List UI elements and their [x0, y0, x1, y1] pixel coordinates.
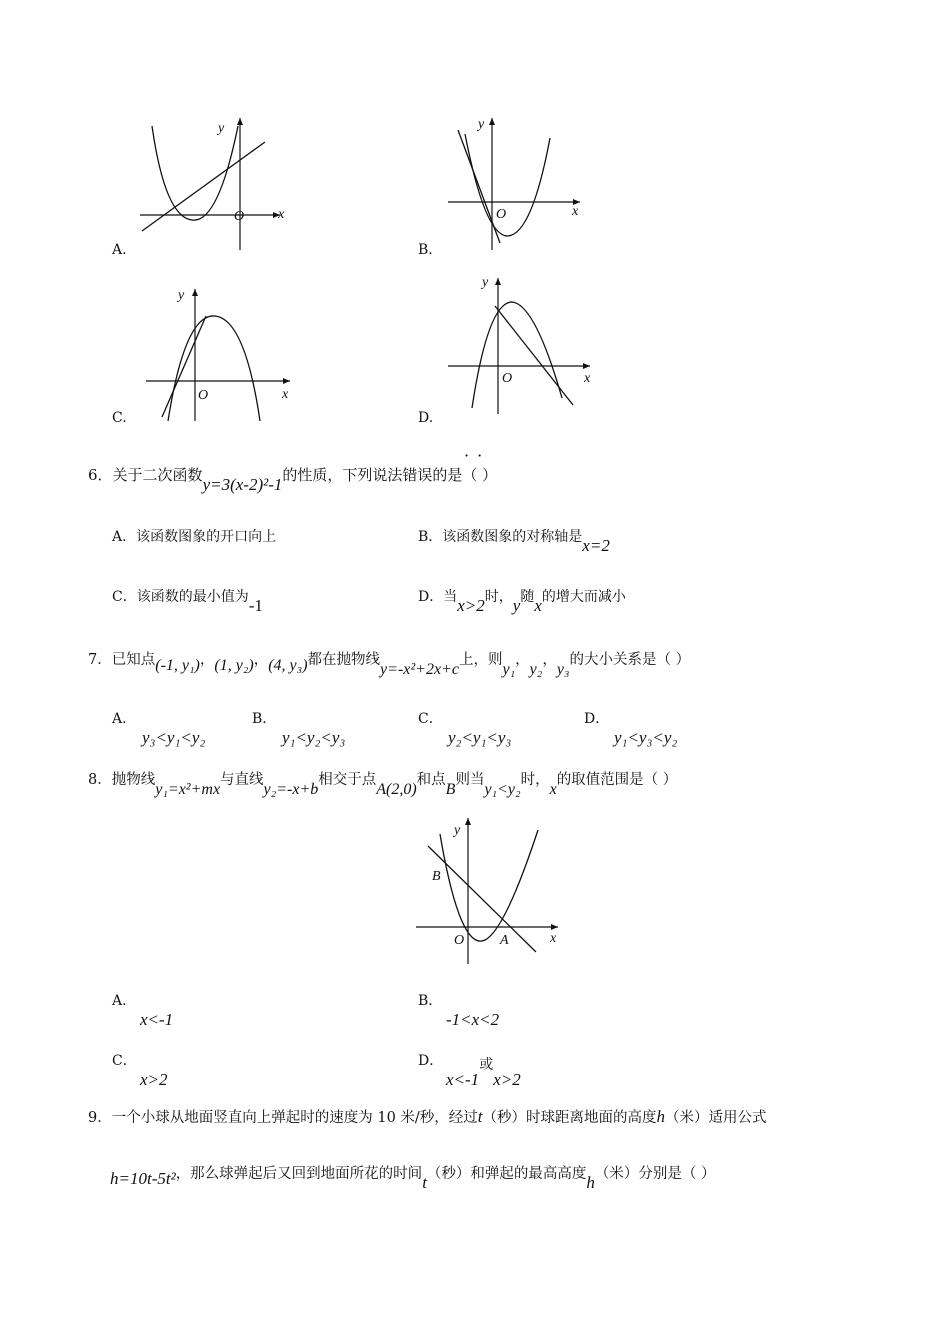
question-number: 8． [88, 772, 112, 788]
x-axis-label: x [278, 207, 285, 222]
graph-question-8 [410, 812, 570, 972]
point: (1, y₂) [214, 657, 254, 674]
option-math: x>2 [140, 1070, 168, 1089]
point: (4, y₃) [268, 657, 308, 674]
point: (-1, y₁) [155, 657, 200, 674]
point: A(2,0) [376, 781, 417, 798]
option-text: 当 [443, 589, 458, 605]
variable: y₃ [556, 661, 570, 678]
origin-label: O [454, 933, 465, 948]
option-label: B． [252, 711, 277, 727]
origin-label: O [496, 207, 507, 222]
option-math: y [512, 596, 521, 615]
question-7-stem [88, 648, 691, 678]
option-label: C． [418, 711, 443, 727]
formula: y₂=-x+b [263, 781, 319, 798]
variable: h [656, 1107, 666, 1126]
option-label: C． [112, 589, 137, 605]
option-text: 时， [484, 589, 513, 605]
option-label: B． [418, 529, 443, 545]
option-math: y₃<y₁<y₂ [142, 728, 206, 747]
formula: y₁=x²+mx [155, 781, 221, 798]
option-b-label: B. [418, 242, 433, 258]
variable: y₁ [502, 661, 516, 678]
question-text: 一个小球从地面竖直向上弹起时的速度为 10 米/秒，经过 [111, 1110, 478, 1126]
option-math: x<-1 [140, 1010, 174, 1029]
question-text: （米）分别是（ ） [594, 1166, 716, 1182]
question-text: （米）适用公式 [665, 1110, 767, 1126]
y-axis-label: y [178, 288, 185, 303]
graph-option-a [130, 112, 290, 252]
option-a-label: A. [112, 242, 127, 258]
option-d-label: D. [418, 410, 434, 426]
graph-option-b [440, 112, 590, 252]
q8-option-c[interactable] [112, 1050, 168, 1090]
q7-option-a[interactable] [112, 708, 205, 748]
q7-option-b[interactable] [252, 708, 345, 748]
question-8-stem [88, 768, 678, 798]
option-math: x [534, 596, 542, 615]
option-label: A． [112, 529, 137, 545]
origin-label: O [502, 371, 513, 386]
separator: ， [253, 652, 269, 668]
option-math: x<-1 [446, 1070, 480, 1089]
x-axis-label: x [282, 387, 289, 402]
question-text: 的取值范围是（ ） [556, 772, 678, 788]
option-text: 随 [520, 589, 535, 605]
variable: y₂ [529, 661, 543, 678]
formula: y=-x²+2x+c [380, 661, 459, 678]
question-text: ，那么球弹起后又回到地面所花的时间 [175, 1166, 423, 1182]
option-math: -1<x<2 [446, 1010, 500, 1029]
point: B [445, 781, 456, 798]
q6-option-b[interactable] [418, 526, 610, 555]
origin-label: O [234, 209, 245, 224]
option-label: D． [418, 1053, 444, 1069]
option-text: 该函数的最小值为 [136, 589, 249, 605]
formula: y=3(x-2)²-1 [202, 475, 283, 494]
x-axis-label: x [584, 371, 591, 386]
option-label: B． [418, 993, 443, 1009]
q8-option-d[interactable] [418, 1050, 521, 1090]
point-a-label: A [500, 933, 509, 948]
question-number: 6． [88, 466, 113, 484]
option-math: -1 [248, 596, 263, 615]
question-text: 已知点 [111, 652, 156, 668]
question-9-line-1 [88, 1106, 767, 1127]
option-math: x>2 [457, 596, 485, 615]
q7-option-c[interactable] [418, 708, 511, 748]
question-text: （秒）和弹起的最高高度 [426, 1166, 587, 1182]
question-number: 9． [88, 1110, 112, 1126]
question-text: 关于二次函数 [112, 466, 203, 484]
emphasis-dots: ·· [464, 446, 491, 465]
separator: ， [199, 652, 215, 668]
option-math: y₂<y₁<y₃ [448, 728, 512, 747]
question-text: 上，则 [458, 652, 503, 668]
y-axis-label: y [218, 121, 225, 136]
y-axis-label: y [478, 117, 485, 132]
question-9-line-2 [110, 1162, 716, 1192]
q7-option-d[interactable] [584, 708, 677, 748]
option-text: 该函数图象的对称轴是 [442, 529, 583, 545]
graph-option-d [440, 272, 600, 417]
x-axis-label: x [550, 931, 557, 946]
formula: h=10t-5t² [110, 1169, 176, 1188]
option-label: D． [418, 589, 444, 605]
question-text: 的大小关系是（ ） [569, 652, 691, 668]
question-text: （秒）时球距离地面的高度 [482, 1110, 657, 1126]
question-text: 的性质，下列说法错误的是（ ） [282, 466, 498, 484]
question-6-stem [88, 464, 498, 494]
q6-option-c[interactable] [112, 586, 263, 615]
option-text: 的增大而减小 [541, 589, 626, 605]
condition: y₁<y₂ [484, 781, 521, 798]
question-text: 相交于点 [318, 772, 377, 788]
option-c-label: C. [112, 410, 127, 426]
option-math: x=2 [582, 536, 610, 555]
question-text: 时， [520, 772, 550, 788]
origin-label: O [198, 388, 209, 403]
q6-option-a[interactable] [112, 526, 276, 546]
q8-option-a[interactable] [112, 990, 173, 1030]
question-text: 和点 [416, 772, 446, 788]
x-axis-label: x [572, 204, 579, 219]
q8-option-b[interactable] [418, 990, 499, 1030]
question-number: 7． [88, 652, 112, 668]
variable: h [586, 1173, 595, 1192]
y-axis-label: y [482, 275, 489, 290]
q6-option-d[interactable] [418, 586, 626, 615]
question-text: 抛物线 [111, 772, 156, 788]
option-math: x>2 [493, 1070, 521, 1089]
separator: ， [542, 652, 557, 668]
option-text: 或 [479, 1057, 494, 1073]
question-text: 则当 [455, 772, 485, 788]
y-axis-label: y [454, 823, 461, 838]
question-text: 都在抛物线 [307, 652, 381, 668]
option-label: C． [112, 1053, 137, 1069]
option-math: y₁<y₂<y₃ [282, 728, 346, 747]
variable: t [422, 1173, 427, 1192]
option-label: D． [584, 711, 610, 727]
option-text: 该函数图象的开口向上 [136, 529, 277, 545]
graph-option-c [140, 283, 300, 423]
variable: x [549, 781, 557, 798]
option-label: A． [112, 993, 137, 1009]
option-label: A． [112, 711, 137, 727]
variable: t [477, 1107, 483, 1126]
point-b-label: B [432, 869, 441, 884]
question-text: 与直线 [220, 772, 264, 788]
separator: ， [515, 652, 530, 668]
option-math: y₁<y₃<y₂ [614, 728, 678, 747]
